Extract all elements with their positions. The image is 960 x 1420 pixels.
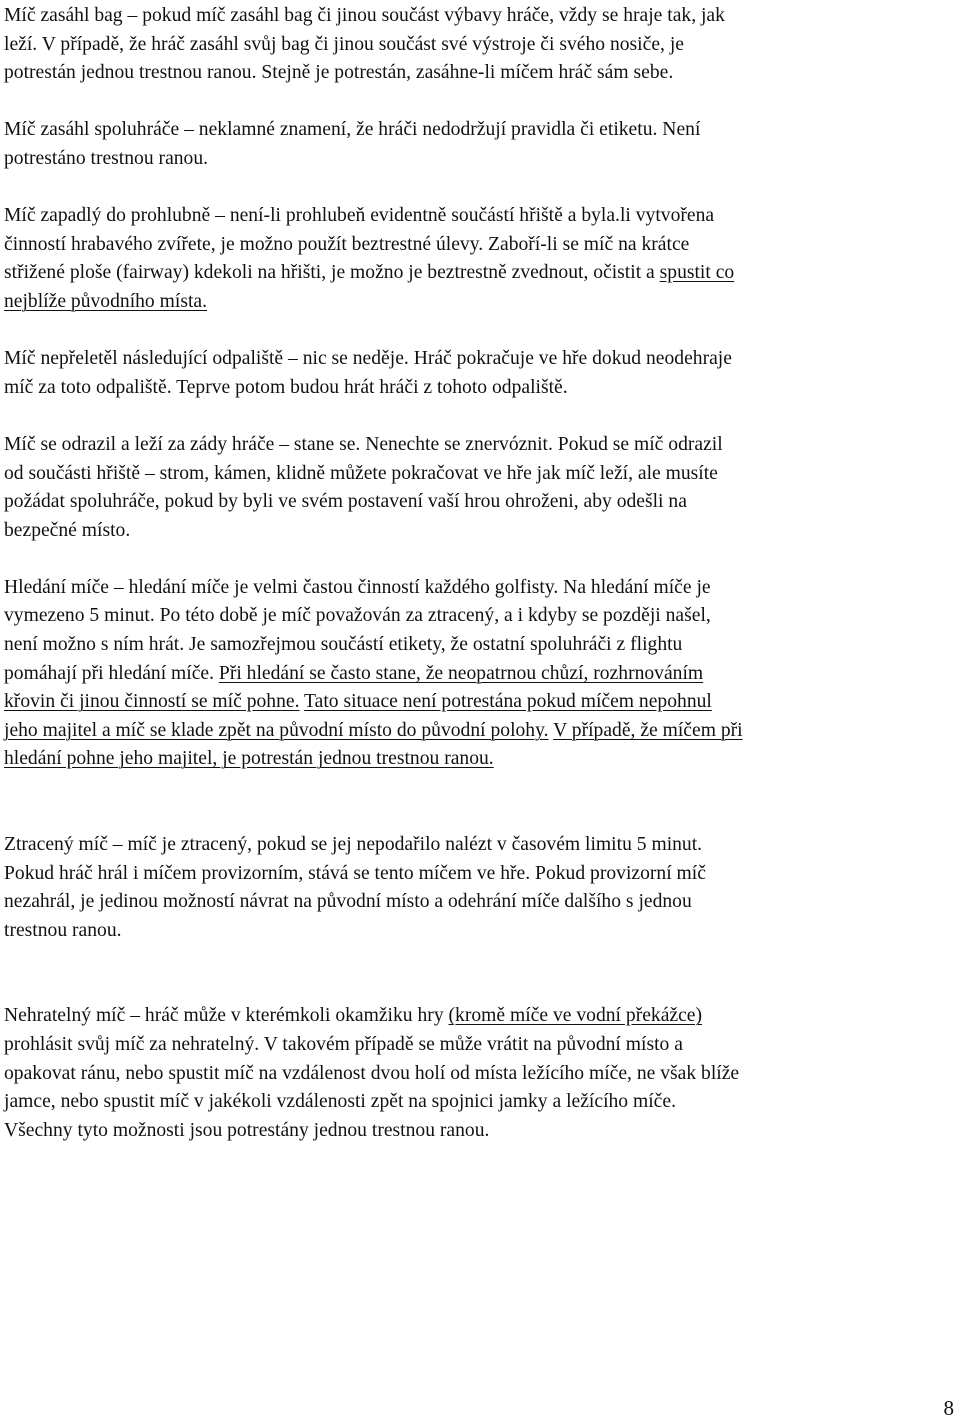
- paragraph-unplayable: [4, 1002, 954, 1145]
- text-segment: Míč se odrazil a leží za zády hráče – stane se. Nenechte se znervóznit. Pokud se míč odrazil: [4, 433, 723, 455]
- text-segment: vymezeno 5 minut. Po této době je míč považován za ztracený, a i kdyby se později našel,: [4, 605, 711, 627]
- text-line: [4, 1002, 954, 1031]
- paragraph-bounce: [4, 431, 954, 545]
- text-line: [4, 488, 954, 517]
- text-line: [4, 31, 954, 60]
- text-line: [4, 717, 954, 746]
- underlined-text: nejblíže původního místa.: [4, 290, 207, 312]
- text-line: [4, 745, 954, 774]
- text-segment: Hledání míče – hledání míče je velmi častou činností každého golfisty. Na hledání míče je: [4, 576, 711, 598]
- text-segment: jamce, nebo spustit míč v jakékoli vzdálenosti zpět na spojnici jamky a ležícího míče.: [4, 1091, 676, 1113]
- document-page: [4, 0, 954, 1145]
- text-segment: míč za toto odpaliště. Teprve potom budou hrát hráči z tohoto odpaliště.: [4, 376, 568, 398]
- text-line: [4, 1088, 954, 1117]
- text-segment: trestnou ranou.: [4, 919, 122, 941]
- text-segment: není možno s ním hrát. Je samozřejmou součástí etikety, že ostatní spoluhráči z flightu: [4, 634, 683, 656]
- text-segment: leží. V případě, že hráč zasáhl svůj bag či jinou součást své výstroje či svého nosiče, je: [4, 33, 684, 55]
- text-line: [4, 345, 954, 374]
- text-segment: Míč zapadlý do prohlubně – není-li prohlubeň evidentně součástí hřiště a byla.li vytvořena: [4, 205, 715, 227]
- underlined-text: jeho majitel a míč se klade zpět na původní místo do původní polohy.: [4, 719, 549, 741]
- paragraph-bag: [4, 2, 954, 88]
- text-line: [4, 259, 954, 288]
- text-line: [4, 831, 954, 860]
- text-line: [4, 288, 954, 317]
- text-line: [4, 688, 954, 717]
- text-line: [4, 202, 954, 231]
- text-segment: prohlásit svůj míč za nehratelný. V takovém případě se může vrátit na původní místo a: [4, 1034, 683, 1055]
- text-segment: nezahrál, je jedinou možností návrat na původní místo a odehrání míče dalšího s jednou: [4, 891, 692, 913]
- text-segment: Míč zasáhl bag – pokud míč zasáhl bag či jinou součást výbavy hráče, vždy se hraje tak, jak: [4, 5, 725, 26]
- text-segment: potrestán jednou trestnou ranou. Stejně je potrestán, zasáhne-li míčem hráč sám sebe.: [4, 62, 674, 84]
- text-line: [4, 1060, 954, 1089]
- text-segment: od součásti hřiště – strom, kámen, klidně můžete pokračovat ve hře jak míč leží, ale musíte: [4, 462, 718, 484]
- text-line: [4, 59, 954, 88]
- text-line: [4, 574, 954, 603]
- page-number: 8: [943, 1396, 954, 1420]
- text-segment: Míč zasáhl spoluhráče – neklamné znamení, že hráči nedodržují pravidla či etiketu. Není: [4, 119, 701, 141]
- text-line: [4, 860, 954, 889]
- text-line: [4, 1031, 954, 1060]
- paragraph-tee: [4, 345, 954, 402]
- text-segment: požádat spoluhráče, pokud by byli ve svém postavení vaší hrou ohroženi, aby odešli na: [4, 491, 687, 513]
- text-line: [4, 631, 954, 660]
- text-line: [4, 888, 954, 917]
- text-line: [4, 231, 954, 260]
- text-line: [4, 2, 954, 31]
- paragraph-lost: [4, 831, 954, 945]
- text-line: [4, 145, 954, 174]
- text-segment: činností hrabavého zvířete, je možno použít beztrestné úlevy. Zaboří-li se míč na krátce: [4, 233, 690, 255]
- text-segment: pomáhají při hledání míče.: [4, 662, 219, 684]
- text-line: [4, 116, 954, 145]
- underlined-text: Tato situace není potrestána pokud míčem nepohnul: [304, 691, 712, 713]
- underlined-text: spustit co: [659, 262, 735, 284]
- text-segment: Ztracený míč – míč je ztracený, pokud se jej nepodařilo nalézt v časovém limitu 5 minut.: [4, 834, 703, 856]
- text-line: [4, 1117, 954, 1146]
- text-line: [4, 517, 954, 546]
- underlined-text: křovin či jinou činností se míč pohne.: [4, 691, 300, 713]
- paragraph-teammate: [4, 116, 954, 173]
- text-segment: Všechny tyto možnosti jsou potrestány jednou trestnou ranou.: [4, 1119, 490, 1141]
- text-line: [4, 660, 954, 689]
- text-line: [4, 460, 954, 489]
- text-segment: Nehratelný míč – hráč může v kterémkoli okamžiku hry: [4, 1005, 449, 1027]
- text-segment: potrestáno trestnou ranou.: [4, 147, 209, 169]
- underlined-text: V případě, že míčem při: [553, 719, 743, 741]
- paragraph-hole: [4, 202, 954, 316]
- underlined-text: Při hledání se často stane, že neopatrnou chůzí, rozhrnováním: [218, 662, 704, 684]
- text-line: [4, 374, 954, 403]
- underlined-text: (kromě míče ve vodní překážce): [448, 1005, 703, 1027]
- text-segment: opakovat ránu, nebo spustit míč na vzdálenost dvou holí od místa ležícího míče, ne však blíže: [4, 1062, 740, 1084]
- text-segment: Pokud hráč hrál i míčem provizorním, stává se tento míčem ve hře. Pokud provizorní míč: [4, 862, 706, 884]
- paragraph-search: [4, 574, 954, 774]
- text-segment: Míč nepřeletěl následující odpaliště – nic se neděje. Hráč pokračuje ve hře dokud neodehraje: [4, 348, 732, 370]
- underlined-text: hledání pohne jeho majitel, je potrestán jednou trestnou ranou.: [4, 748, 494, 770]
- text-line: [4, 917, 954, 946]
- text-segment: střižené ploše (fairway) kdekoli na hřišti, je možno je beztrestně zvednout, očistit a: [4, 262, 660, 284]
- text-segment: bezpečné místo.: [4, 519, 131, 541]
- text-line: [4, 602, 954, 631]
- text-line: [4, 431, 954, 460]
